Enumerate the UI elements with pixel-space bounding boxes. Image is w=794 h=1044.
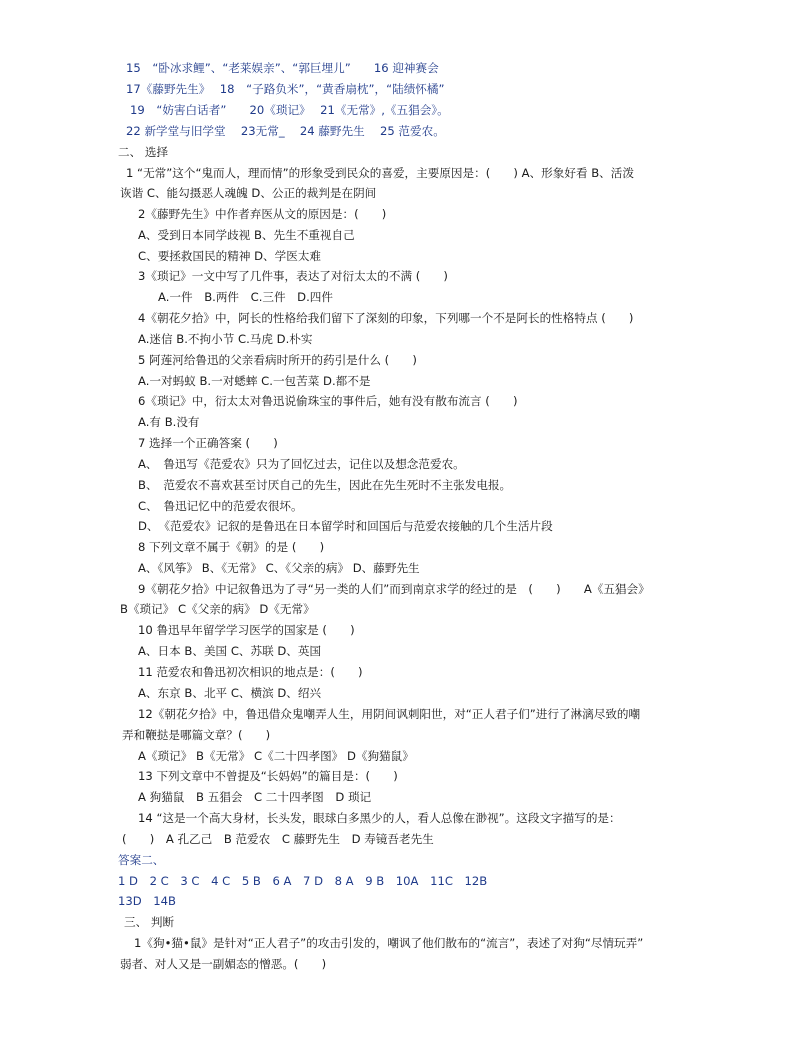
question-line: A、受到日本同学歧视 B、先生不重视自己 <box>138 228 355 242</box>
question-line: 10 鲁迅早年留学学习医学的国家是 ( ) <box>138 623 355 637</box>
answers-heading: 答案二、 <box>118 853 165 867</box>
question-line: 6《琐记》中，衍太太对鲁迅说偷珠宝的事件后，她有没有散布流言 ( ) <box>138 394 518 408</box>
question-line: A.一件 B.两件 C.三件 D.四件 <box>158 290 333 304</box>
section-heading-choice: 二、 选择 <box>118 145 169 159</box>
question-line: A.迷信 B.不拘小节 C.马虎 D.朴实 <box>138 332 313 346</box>
question-line: A.一对蚂蚁 B.一对蟋蟀 C.一包苦菜 D.都不是 <box>138 374 371 388</box>
question-line: A.有 B.没有 <box>138 415 200 429</box>
question-line: 8 下列文章不属于《朝》的是 ( ) <box>138 540 325 554</box>
question-line: 12《朝花夕拾》中，鲁迅借众鬼嘲弄人生，用阴间讽刺阳世，对“正人君子们”进行了淋漓尽致的嘲 <box>138 707 641 721</box>
answer-line-17-18: 17《藤野先生》 18 “子路负米”，“黄香扇枕”，“陆绩怀橘” <box>126 82 445 96</box>
question-line: 弄和鞭挞是哪篇文章？( ) <box>122 728 271 742</box>
question-line: 11 范爱农和鲁迅初次相识的地点是：( ) <box>138 665 363 679</box>
question-line: 诙谐 C、能勾摄恶人魂魄 D、公正的裁判是在阴间 <box>120 186 377 200</box>
question-line: 1 “无常”这个“鬼而人，理而情”的形象受到民众的喜爱，主要原因是：( ) A、形象好看 B、活泼 <box>126 166 634 180</box>
question-line: 5 阿莲河给鲁迅的父亲看病时所开的药引是什么 ( ) <box>138 353 417 367</box>
question-line: B、 范爱农不喜欢甚至讨厌自己的先生，因此在先生死时不主张发电报。 <box>138 478 512 492</box>
question-line: 4《朝花夕拾》中，阿长的性格给我们留下了深刻的印象，下列哪一个不是阿长的性格特点 ( ) <box>138 311 634 325</box>
judge-line: 1《狗•猫•鼠》是针对“正人君子”的攻击引发的，嘲讽了他们散布的“流言”，表述了对狗“尽情玩弄” <box>134 936 644 950</box>
answers-line: 1 D 2 C 3 C 4 C 5 B 6 A 7 D 8 A 9 B 10A 11C 12B <box>118 874 488 888</box>
question-line: 7 选择一个正确答案 ( ) <box>138 436 278 450</box>
answer-line-22-25: 22 新学堂与旧学堂 23无常_ 24 藤野先生 25 范爱农。 <box>126 124 445 138</box>
question-line: 14 “这是一个高大身材，长头发，眼球白多黑少的人，看人总像在渺视”。这段文字描写的是： <box>138 811 621 825</box>
question-line: 3《琐记》一文中写了几件事，表达了对衍太太的不满 ( ) <box>138 269 448 283</box>
section-heading-judge: 三、 判断 <box>124 915 175 929</box>
question-line: 9《朝花夕拾》中记叙鲁迅为了寻“另一类的人们”而到南京求学的经过的是 ( ) A《五猖会》 <box>138 582 650 596</box>
question-line: C、 鲁迅记忆中的范爱农很坏。 <box>138 499 303 513</box>
answers-line: 13D 14B <box>118 894 176 908</box>
question-line: A 狗猫鼠 B 五猖会 C 二十四孝图 D 琐记 <box>138 790 372 804</box>
question-line: A、 鲁迅写《范爱农》只为了回忆过去，记住以及想念范爱农。 <box>138 457 465 471</box>
question-line: D、 《范爱农》记叙的是鲁迅在日本留学时和回国后与范爱农接触的几个生活片段 <box>138 519 553 533</box>
question-line: A、日本 B、美国 C、苏联 D、英国 <box>138 644 322 658</box>
question-line: 2《藤野先生》中作者弃医从文的原因是：( ) <box>138 207 387 221</box>
question-line: C、要拯救国民的精神 D、学医太难 <box>138 249 322 263</box>
question-line: B《琐记》 C《父亲的病》 D《无常》 <box>120 602 315 616</box>
question-line: A《琐记》 B《无常》 C《二十四孝图》 D《狗猫鼠》 <box>138 749 414 763</box>
question-line: A、《风筝》 B、《无常》 C、《父亲的病》 D、藤野先生 <box>138 561 420 575</box>
question-line: A、东京 B、北平 C、横滨 D、绍兴 <box>138 686 322 700</box>
question-line: ( ) A 孔乙己 B 范爱农 C 藤野先生 D 寿镜吾老先生 <box>122 832 434 846</box>
question-line: 13 下列文章中不曾提及“长妈妈”的篇目是：( ) <box>138 769 398 783</box>
judge-line: 弱者、对人又是一副媚态的憎恶。( ) <box>120 957 327 971</box>
answer-line-19-21: 19 “妨害白话者” 20《琐记》 21《无常》,《五猖会》。 <box>130 103 449 117</box>
answer-line-15-16: 15 “卧冰求鲤”、“老莱娱亲”、“郭巨埋儿” 16 迎神赛会 <box>126 61 439 75</box>
